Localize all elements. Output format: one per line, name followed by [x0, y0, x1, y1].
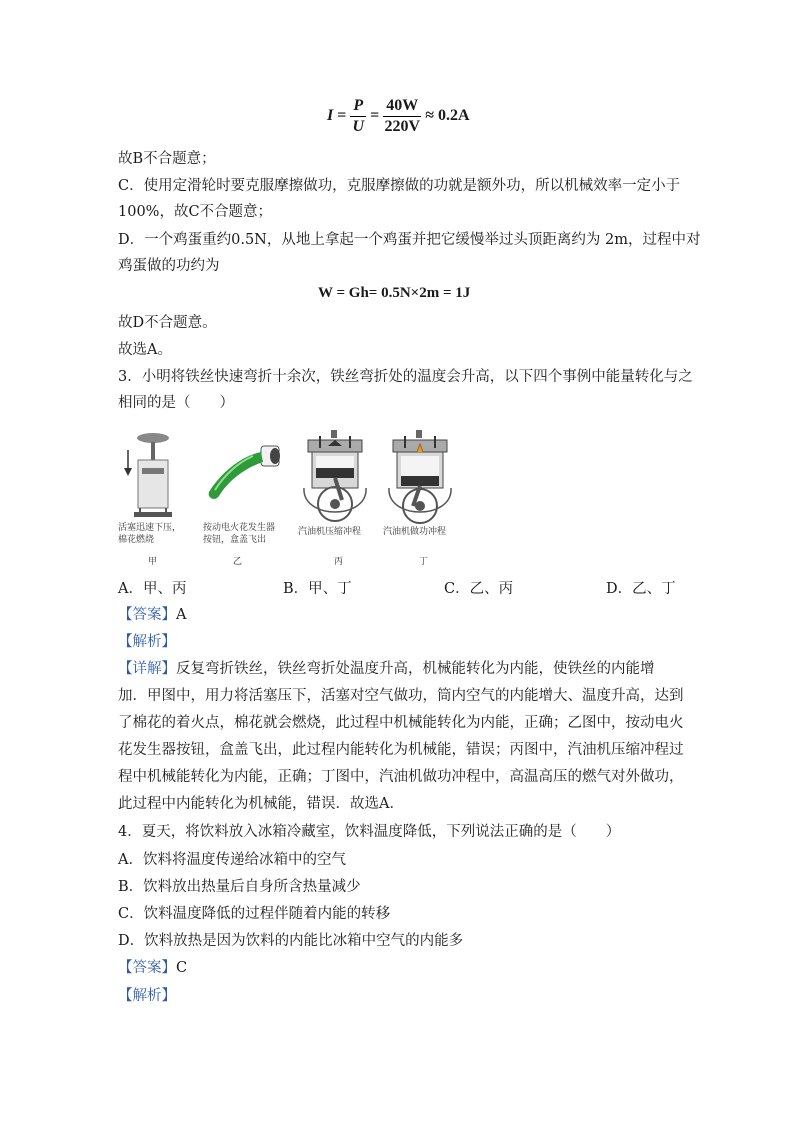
compression-stroke-engine — [298, 430, 373, 525]
q3-answer — [118, 605, 186, 625]
option-b-conclusion: 故B不合题意； — [118, 151, 216, 167]
question-3-figures — [118, 430, 458, 570]
formula-result: ≈ 0.2A — [425, 107, 470, 125]
q4-option-a: A．饮料将温度传递给冰箱中的空气 — [118, 852, 346, 868]
work-formula: W = Gh= 0.5N×2m = 1J — [318, 285, 471, 301]
power-current-formula: I = $\frac{P}{U}$ = $\frac{40W}{220V}$ ≈ 0.2A — [327, 97, 470, 135]
figure-bing: 汽油机压缩冲程 丙 — [298, 430, 373, 525]
option-c-line-1: C．使用定滑轮时要克服摩擦做功，克服摩擦做的功就是额外功，所以机械效率一定小于 — [118, 178, 681, 194]
q3-detail-line-2: 加．甲图中，用力将活塞压下，活塞对空气做功，筒内空气的内能增大、温度升高，达到 — [118, 688, 684, 704]
question-3-stem-line-2: 相同的是（ ） — [118, 395, 234, 411]
question-3-stem-line-1: 3．小明将铁丝快速弯折十余次，铁丝弯折处的温度会升高，以下四个事例中能量转化与之 — [118, 369, 693, 385]
figure-label-yi: 乙 — [233, 557, 243, 567]
q3-option-a: A．甲、丙 — [118, 581, 187, 597]
q3-detail-line-4: 花发生器按钮，盒盖飞出，此过程内能转化为机械能，错误；丙图中，汽油机压缩冲程过 — [118, 742, 684, 758]
spark-generator-illustration — [203, 430, 283, 520]
formula-variable-i: I — [327, 107, 334, 125]
q3-option-d: D．乙、丁 — [606, 581, 676, 597]
q4-analysis-heading: 【解析】 — [118, 988, 176, 1004]
q3-detail-line-1: 【详解】反复弯折铁丝，铁丝弯折处温度升高，机械能转化为内能，使铁丝的内能增 — [118, 661, 655, 677]
question-3-options — [118, 577, 678, 597]
q3-option-c: C．乙、丙 — [444, 581, 514, 597]
q3-option-b: B．甲、丁 — [283, 581, 352, 597]
figure-jia: 活塞迅速下压， 棉花燃烧 甲 — [118, 430, 188, 520]
q3-detail-line-6: 此过程中内能转化为机械能，错误．故选A． — [118, 796, 404, 812]
q3-answer-tag: 【答案】 — [118, 607, 176, 623]
q3-detail-line-3: 了棉花的着火点，棉花就会燃烧，此过程中机械能转化为内能，正确；乙图中，按动电火 — [118, 715, 684, 731]
option-d-conclusion: 故D不合题意。 — [118, 315, 217, 331]
fraction-40w-over-220v: $\frac{40W}{220V}$ — [384, 97, 421, 135]
option-d-line-1: D．一个鸡蛋重约0.5N，从地上拿起一个鸡蛋并把它缓慢举过头顶距离约为 2m，过程中对 — [118, 232, 701, 248]
q4-answer-value: C — [176, 960, 188, 976]
q4-answer-tag: 【答案】 — [118, 960, 176, 976]
fraction-p-over-u: $\frac{P}{U}$ — [350, 96, 366, 137]
q4-answer — [118, 958, 187, 978]
air-piston-illustration — [118, 430, 188, 520]
q3-answer-value: A — [176, 607, 187, 623]
q3-detail-line-5: 程中机械能转化为内能，正确；丁图中，汽油机做功冲程中，高温高压的燃气对外做功， — [118, 769, 684, 785]
question-4-stem: 4．夏天，将饮料放入冰箱冷藏室，饮料温度降低，下列说法正确的是（ ） — [118, 824, 621, 840]
q4-option-c: C．饮料温度降低的过程伴随着内能的转移 — [118, 906, 391, 922]
q4-option-b: B．饮料放出热量后自身所含热量减少 — [118, 879, 361, 895]
choose-a: 故选A。 — [118, 342, 172, 358]
option-d-line-2: 鸡蛋做的功约为 — [118, 258, 220, 274]
figure-label-ding: 丁 — [419, 557, 429, 567]
q3-analysis-heading: 【解析】 — [118, 634, 176, 650]
figure-yi: 按动电火花发生器 按钮，盒盖飞出 乙 — [203, 430, 283, 520]
figure-label-jia: 甲 — [148, 557, 158, 567]
figure-ding: 汽油机做功冲程 丁 — [383, 430, 458, 525]
option-c-line-2: 100%，故C不合题意； — [118, 204, 273, 220]
q4-option-d: D．饮料放热是因为饮料的内能比冰箱中空气的内能多 — [118, 933, 464, 949]
figure-label-bing: 丙 — [334, 557, 344, 567]
power-stroke-engine — [383, 430, 458, 525]
q3-detail-tag: 【详解】 — [118, 661, 176, 677]
